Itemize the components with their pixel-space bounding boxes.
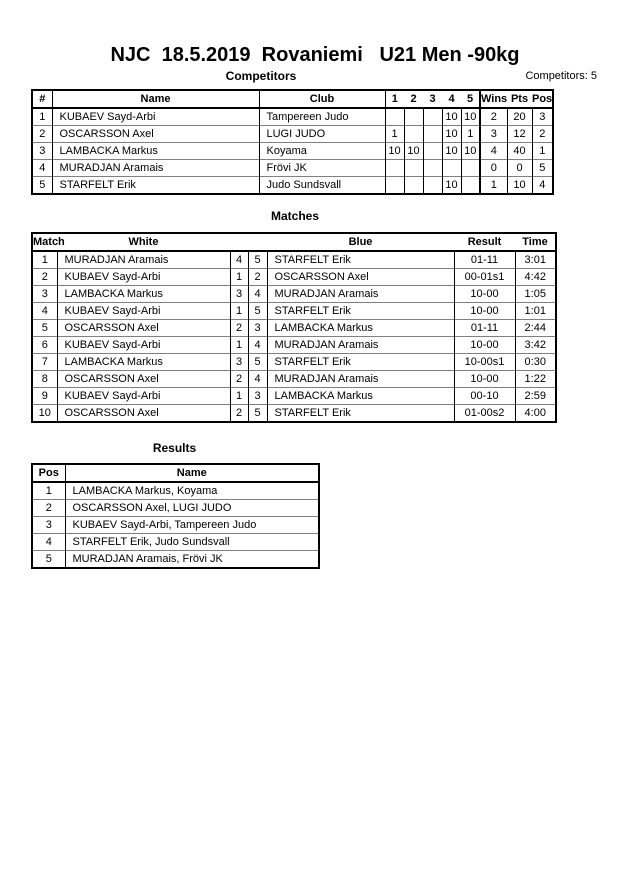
col-header-name: Name	[52, 90, 259, 108]
blue-competitor-number: 5	[248, 251, 267, 269]
match-number: 1	[32, 251, 57, 269]
match-row	[32, 337, 556, 354]
blue-competitor: MURADJAN Aramais	[267, 371, 454, 388]
result-row	[32, 482, 319, 500]
competitor-pos: 2	[532, 126, 553, 143]
competitor-pts: 20	[507, 108, 532, 126]
result-name: MURADJAN Aramais, Frövi JK	[65, 551, 319, 569]
competitor-row	[32, 108, 553, 126]
blue-competitor-number: 3	[248, 388, 267, 405]
white-competitor: OSCARSSON Axel	[57, 405, 230, 423]
competitor-number: 1	[32, 108, 52, 126]
score-cell: 10	[442, 126, 461, 143]
matches-table	[31, 232, 557, 423]
competitor-club: Frövi JK	[259, 160, 385, 177]
score-cell	[404, 126, 423, 143]
competitor-wins: 2	[480, 108, 507, 126]
white-competitor-number: 2	[230, 320, 248, 337]
col-header-blue: Blue	[267, 233, 454, 251]
score-cell: 10	[404, 143, 423, 160]
match-time: 2:59	[515, 388, 556, 405]
match-number: 3	[32, 286, 57, 303]
result-row	[32, 551, 319, 569]
white-competitor-number: 1	[230, 337, 248, 354]
white-competitor: LAMBACKA Markus	[57, 354, 230, 371]
competitor-number: 4	[32, 160, 52, 177]
match-number: 5	[32, 320, 57, 337]
match-number: 4	[32, 303, 57, 320]
match-time: 3:42	[515, 337, 556, 354]
score-cell	[423, 126, 442, 143]
score-cell	[423, 143, 442, 160]
blue-competitor-number: 4	[248, 371, 267, 388]
blue-competitor-number: 5	[248, 303, 267, 320]
white-competitor: KUBAEV Sayd-Arbi	[57, 337, 230, 354]
blue-competitor-number: 5	[248, 354, 267, 371]
blue-competitor-number: 4	[248, 286, 267, 303]
col-header-white-num	[230, 233, 248, 251]
results-table	[31, 463, 320, 569]
match-number: 10	[32, 405, 57, 423]
col-header-pos: Pos	[532, 90, 553, 108]
white-competitor-number: 2	[230, 371, 248, 388]
competitor-row	[32, 126, 553, 143]
score-cell	[385, 160, 404, 177]
match-result: 10-00	[454, 286, 515, 303]
score-cell: 1	[461, 126, 480, 143]
competitor-club: LUGI JUDO	[259, 126, 385, 143]
col-header-match: Match	[32, 233, 57, 251]
score-cell	[404, 177, 423, 195]
competitor-number: 5	[32, 177, 52, 195]
score-cell	[404, 108, 423, 126]
score-cell: 10	[461, 143, 480, 160]
competitor-name: MURADJAN Aramais	[52, 160, 259, 177]
score-cell: 1	[385, 126, 404, 143]
white-competitor-number: 2	[230, 405, 248, 423]
match-row	[32, 320, 556, 337]
white-competitor: KUBAEV Sayd-Arbi	[57, 269, 230, 286]
score-cell	[461, 160, 480, 177]
matches-section-title: Matches	[270, 209, 320, 223]
col-header-time: Time	[515, 233, 556, 251]
score-cell	[404, 160, 423, 177]
score-cell	[423, 177, 442, 195]
col-header-blue-num	[248, 233, 267, 251]
col-header-wins: Wins	[480, 90, 507, 108]
match-result: 01-00s2	[454, 405, 515, 423]
result-name: LAMBACKA Markus, Koyama	[65, 482, 319, 500]
match-result: 01-11	[454, 251, 515, 269]
match-number: 2	[32, 269, 57, 286]
competitor-pts: 40	[507, 143, 532, 160]
result-row	[32, 500, 319, 517]
competitor-club: Tampereen Judo	[259, 108, 385, 126]
competitor-pos: 3	[532, 108, 553, 126]
match-time: 1:05	[515, 286, 556, 303]
result-position: 1	[32, 482, 65, 500]
match-result: 10-00	[454, 337, 515, 354]
blue-competitor-number: 3	[248, 320, 267, 337]
match-time: 3:01	[515, 251, 556, 269]
match-row	[32, 303, 556, 320]
blue-competitor: STARFELT Erik	[267, 251, 454, 269]
competitor-wins: 0	[480, 160, 507, 177]
score-cell	[423, 160, 442, 177]
match-result: 01-11	[454, 320, 515, 337]
competitor-wins: 3	[480, 126, 507, 143]
blue-competitor: STARFELT Erik	[267, 354, 454, 371]
white-competitor-number: 1	[230, 388, 248, 405]
match-row	[32, 286, 556, 303]
score-cell: 10	[442, 143, 461, 160]
match-number: 8	[32, 371, 57, 388]
white-competitor-number: 3	[230, 354, 248, 371]
competitor-number: 2	[32, 126, 52, 143]
blue-competitor: STARFELT Erik	[267, 303, 454, 320]
result-position: 5	[32, 551, 65, 569]
blue-competitor: STARFELT Erik	[267, 405, 454, 423]
match-time: 2:44	[515, 320, 556, 337]
competitor-pts: 12	[507, 126, 532, 143]
match-number: 9	[32, 388, 57, 405]
blue-competitor: MURADJAN Aramais	[267, 337, 454, 354]
competitor-pts: 10	[507, 177, 532, 195]
col-header-score-4: 4	[442, 90, 461, 108]
competitor-pts: 0	[507, 160, 532, 177]
col-header-score-3: 3	[423, 90, 442, 108]
score-cell	[385, 108, 404, 126]
competitor-name: LAMBACKA Markus	[52, 143, 259, 160]
blue-competitor-number: 5	[248, 405, 267, 423]
col-header-score-5: 5	[461, 90, 480, 108]
match-result: 10-00s1	[454, 354, 515, 371]
white-competitor: KUBAEV Sayd-Arbi	[57, 303, 230, 320]
result-position: 2	[32, 500, 65, 517]
white-competitor-number: 4	[230, 251, 248, 269]
match-time: 1:01	[515, 303, 556, 320]
col-header-club: Club	[259, 90, 385, 108]
match-row	[32, 354, 556, 371]
blue-competitor: LAMBACKA Markus	[267, 320, 454, 337]
matches-header-row	[32, 233, 556, 251]
result-position: 3	[32, 517, 65, 534]
page-title: NJC 18.5.2019 Rovaniemi U21 Men -90kg	[110, 44, 520, 66]
competitor-club: Koyama	[259, 143, 385, 160]
match-time: 4:00	[515, 405, 556, 423]
blue-competitor-number: 4	[248, 337, 267, 354]
score-cell	[385, 177, 404, 195]
match-number: 6	[32, 337, 57, 354]
match-row	[32, 269, 556, 286]
white-competitor-number: 3	[230, 286, 248, 303]
match-number: 7	[32, 354, 57, 371]
competitor-wins: 4	[480, 143, 507, 160]
col-header-score-1: 1	[385, 90, 404, 108]
white-competitor-number: 1	[230, 303, 248, 320]
col-header-white: White	[57, 233, 230, 251]
match-row	[32, 251, 556, 269]
competitors-count: Competitors: 5	[525, 70, 597, 82]
results-section-title: Results	[152, 441, 197, 455]
match-time: 0:30	[515, 354, 556, 371]
col-header-result: Result	[454, 233, 515, 251]
result-name: KUBAEV Sayd-Arbi, Tampereen Judo	[65, 517, 319, 534]
col-header-pos: Pos	[32, 464, 65, 482]
competitor-name: STARFELT Erik	[52, 177, 259, 195]
competitors-section-title: Competitors	[225, 69, 297, 83]
score-cell	[461, 177, 480, 195]
white-competitor: OSCARSSON Axel	[57, 320, 230, 337]
blue-competitor-number: 2	[248, 269, 267, 286]
col-header-score-2: 2	[404, 90, 423, 108]
score-cell	[442, 160, 461, 177]
match-row	[32, 405, 556, 423]
competitors-header-row	[32, 90, 553, 108]
col-header-result-name: Name	[65, 464, 319, 482]
competitors-table	[31, 89, 554, 195]
col-header-number: #	[32, 90, 52, 108]
match-result: 10-00	[454, 371, 515, 388]
match-result: 00-10	[454, 388, 515, 405]
competitor-pos: 4	[532, 177, 553, 195]
white-competitor: KUBAEV Sayd-Arbi	[57, 388, 230, 405]
result-row	[32, 517, 319, 534]
score-cell	[423, 108, 442, 126]
match-time: 1:22	[515, 371, 556, 388]
col-header-pts: Pts	[507, 90, 532, 108]
result-position: 4	[32, 534, 65, 551]
result-row	[32, 534, 319, 551]
white-competitor: OSCARSSON Axel	[57, 371, 230, 388]
competitor-number: 3	[32, 143, 52, 160]
match-time: 4:42	[515, 269, 556, 286]
competitor-name: OSCARSSON Axel	[52, 126, 259, 143]
competitor-pos: 1	[532, 143, 553, 160]
results-header-row	[32, 464, 319, 482]
result-name: OSCARSSON Axel, LUGI JUDO	[65, 500, 319, 517]
blue-competitor: LAMBACKA Markus	[267, 388, 454, 405]
competitor-pos: 5	[532, 160, 553, 177]
competitor-club: Judo Sundsvall	[259, 177, 385, 195]
blue-competitor: OSCARSSON Axel	[267, 269, 454, 286]
competitor-row	[32, 160, 553, 177]
match-row	[32, 371, 556, 388]
competitor-row	[32, 177, 553, 195]
competitor-name: KUBAEV Sayd-Arbi	[52, 108, 259, 126]
score-cell: 10	[442, 108, 461, 126]
blue-competitor: MURADJAN Aramais	[267, 286, 454, 303]
white-competitor-number: 1	[230, 269, 248, 286]
score-cell: 10	[385, 143, 404, 160]
white-competitor: LAMBACKA Markus	[57, 286, 230, 303]
competitor-wins: 1	[480, 177, 507, 195]
result-name: STARFELT Erik, Judo Sundsvall	[65, 534, 319, 551]
white-competitor: MURADJAN Aramais	[57, 251, 230, 269]
match-result: 00-01s1	[454, 269, 515, 286]
match-result: 10-00	[454, 303, 515, 320]
score-cell: 10	[461, 108, 480, 126]
score-cell: 10	[442, 177, 461, 195]
match-row	[32, 388, 556, 405]
competitor-row	[32, 143, 553, 160]
